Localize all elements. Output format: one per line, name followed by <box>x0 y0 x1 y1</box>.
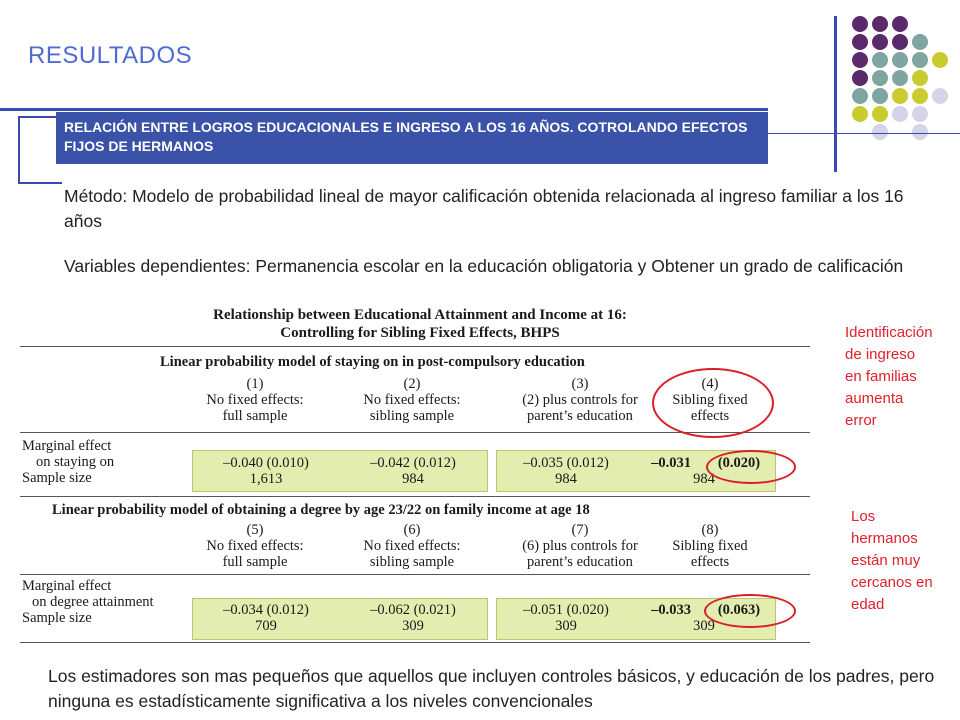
highlight-oval-col4-header <box>652 368 774 438</box>
lime-dot <box>892 88 908 104</box>
teal-dot <box>872 70 888 86</box>
section-banner: RELACIÓN ENTRE LOGROS EDUCACIONALES E INGRESO A LOS 16 AÑOS. COTROLANDO EFECTOS FIJOS DE HERMANOS <box>56 112 768 164</box>
purple-dot <box>852 70 868 86</box>
purple-dot <box>892 34 908 50</box>
decorative-horizontal-line <box>0 108 768 111</box>
highlight-oval-se-panel1 <box>706 450 796 484</box>
panel2-heading: Linear probability model of obtaining a degree by age 23/22 on family income at age 18 <box>52 502 590 518</box>
note-line: cercanos en <box>851 574 933 591</box>
panel2-row-labels <box>22 578 154 626</box>
purple-dot <box>852 16 868 32</box>
size-cell: 984 <box>555 471 577 487</box>
col-line1: Sibling fixed <box>672 538 748 554</box>
row-label: on degree attainment <box>32 594 154 610</box>
row-label: Sample size <box>22 470 92 486</box>
note-line: Los <box>851 508 876 525</box>
size-cell: 984 <box>402 471 424 487</box>
decorative-bracket-line <box>18 116 20 184</box>
col-line1: No fixed effects: <box>363 538 461 554</box>
table-title-line1: Relationship between Educational Attainment and Income at 16: <box>213 307 627 323</box>
note-line: edad <box>851 596 885 613</box>
teal-dot <box>892 52 908 68</box>
col-line2: effects <box>690 554 730 570</box>
row-label: Marginal effect <box>22 438 112 454</box>
col-num: (1) <box>246 376 264 392</box>
panel1-row-labels <box>22 438 114 486</box>
purple-dot <box>892 16 908 32</box>
size-cell: 309 <box>693 618 715 634</box>
lime-dot <box>912 70 928 86</box>
decorative-vertical-line <box>834 16 837 172</box>
note-line: en familias <box>845 368 917 385</box>
effect-cell: –0.033 <box>651 602 691 618</box>
effect-cell: –0.051 (0.020) <box>523 602 609 618</box>
lime-dot <box>912 88 928 104</box>
effect-cell: –0.040 (0.010) <box>223 455 309 471</box>
table-rule <box>20 496 810 497</box>
col-line1: No fixed effects: <box>206 538 304 554</box>
lime-dot <box>932 52 948 68</box>
method-text: Método: Modelo de probabilidad lineal de mayor calificación obtenida relacionada al ingreso familiar a los 16 años <box>64 186 904 231</box>
col-num: (7) <box>571 522 589 538</box>
size-cell: 709 <box>255 618 277 634</box>
purple-dot <box>852 52 868 68</box>
note-line: están muy <box>851 552 921 569</box>
lavender-dot <box>872 124 888 140</box>
effect-cell: –0.031 <box>651 455 691 471</box>
size-cell: 309 <box>555 618 577 634</box>
lavender-dot <box>912 106 928 122</box>
col-line2: parent’s education <box>527 408 633 424</box>
slide-title: RESULTADOS <box>28 42 193 69</box>
results-table <box>20 304 810 644</box>
purple-dot <box>852 34 868 50</box>
annotation-note-identification <box>845 322 933 432</box>
highlight-oval-se-panel2 <box>704 594 796 628</box>
table-title-line2: Controlling for Sibling Fixed Effects, BHPS <box>280 325 560 341</box>
decorative-horizontal-line-right <box>768 133 960 134</box>
col-num: (5) <box>246 522 264 538</box>
note-line: aumenta <box>845 390 904 407</box>
col-line1: (2) plus controls for <box>522 392 638 408</box>
teal-dot <box>912 34 928 50</box>
col-line1: (6) plus controls for <box>522 538 638 554</box>
teal-dot <box>852 88 868 104</box>
note-line: de ingreso <box>845 346 916 363</box>
panel2-col-header <box>342 522 482 570</box>
row-label: Sample size <box>22 610 92 626</box>
size-cell: 984 <box>693 471 715 487</box>
note-line: hermanos <box>851 530 918 547</box>
lime-dot <box>872 106 888 122</box>
size-cell: 1,613 <box>249 471 283 487</box>
col-line2: sibling sample <box>369 408 455 424</box>
lavender-dot <box>932 88 948 104</box>
teal-dot <box>872 52 888 68</box>
lime-dot <box>852 106 868 122</box>
panel1-col-header <box>500 376 660 424</box>
teal-dot <box>892 70 908 86</box>
col-num: (6) <box>403 522 421 538</box>
row-label: Marginal effect <box>22 578 112 594</box>
effect-se-cell: (0.020) <box>717 455 761 471</box>
effect-se-cell: (0.063) <box>717 602 761 618</box>
conclusion-text: Los estimadores son mas pequeños que aquellos que incluyen controles básicos, y educación de los padres, pero ninguna es estadísticamente significativa a los niveles convencionales <box>48 666 935 711</box>
effect-cell: –0.035 (0.012) <box>523 455 609 471</box>
col-num: (2) <box>403 376 421 392</box>
col-line2: full sample <box>222 554 288 570</box>
teal-dot <box>912 52 928 68</box>
lavender-dot <box>892 106 908 122</box>
table-rule <box>20 574 810 575</box>
lavender-dot <box>912 124 928 140</box>
purple-dot <box>872 34 888 50</box>
col-num: (3) <box>571 376 589 392</box>
purple-dot <box>872 16 888 32</box>
panel1-col-header <box>342 376 482 424</box>
col-line2: full sample <box>222 408 288 424</box>
effect-cell: –0.062 (0.021) <box>370 602 456 618</box>
variables-text: Variables dependientes: Permanencia escolar en la educación obligatoria y Obtener un grado de calificación <box>64 256 904 276</box>
col-line2: effects <box>690 408 730 424</box>
size-cell: 309 <box>402 618 424 634</box>
col-line1: Sibling fixed <box>672 392 748 408</box>
table-rule <box>20 642 810 643</box>
panel2-col-header <box>500 522 660 570</box>
col-num: (8) <box>701 522 719 538</box>
col-line1: No fixed effects: <box>206 392 304 408</box>
decorative-bracket-top <box>18 116 56 118</box>
note-line: Identificación <box>845 324 933 341</box>
teal-dot <box>872 88 888 104</box>
panel1-col-header <box>190 376 320 424</box>
col-line1: No fixed effects: <box>363 392 461 408</box>
col-line2: sibling sample <box>369 554 455 570</box>
effect-cell: –0.042 (0.012) <box>370 455 456 471</box>
panel2-col-header <box>190 522 320 570</box>
effect-cell: –0.034 (0.012) <box>223 602 309 618</box>
col-line2: parent’s education <box>527 554 633 570</box>
col-num: (4) <box>701 376 719 392</box>
decorative-bracket-bottom <box>18 182 62 184</box>
row-label: on staying on <box>36 454 115 470</box>
note-line: error <box>845 412 877 429</box>
panel2-col-header <box>650 522 770 570</box>
panel1-heading: Linear probability model of staying on in post-compulsory education <box>160 354 585 370</box>
table-rule <box>20 346 810 347</box>
annotation-note-siblings <box>851 506 933 616</box>
